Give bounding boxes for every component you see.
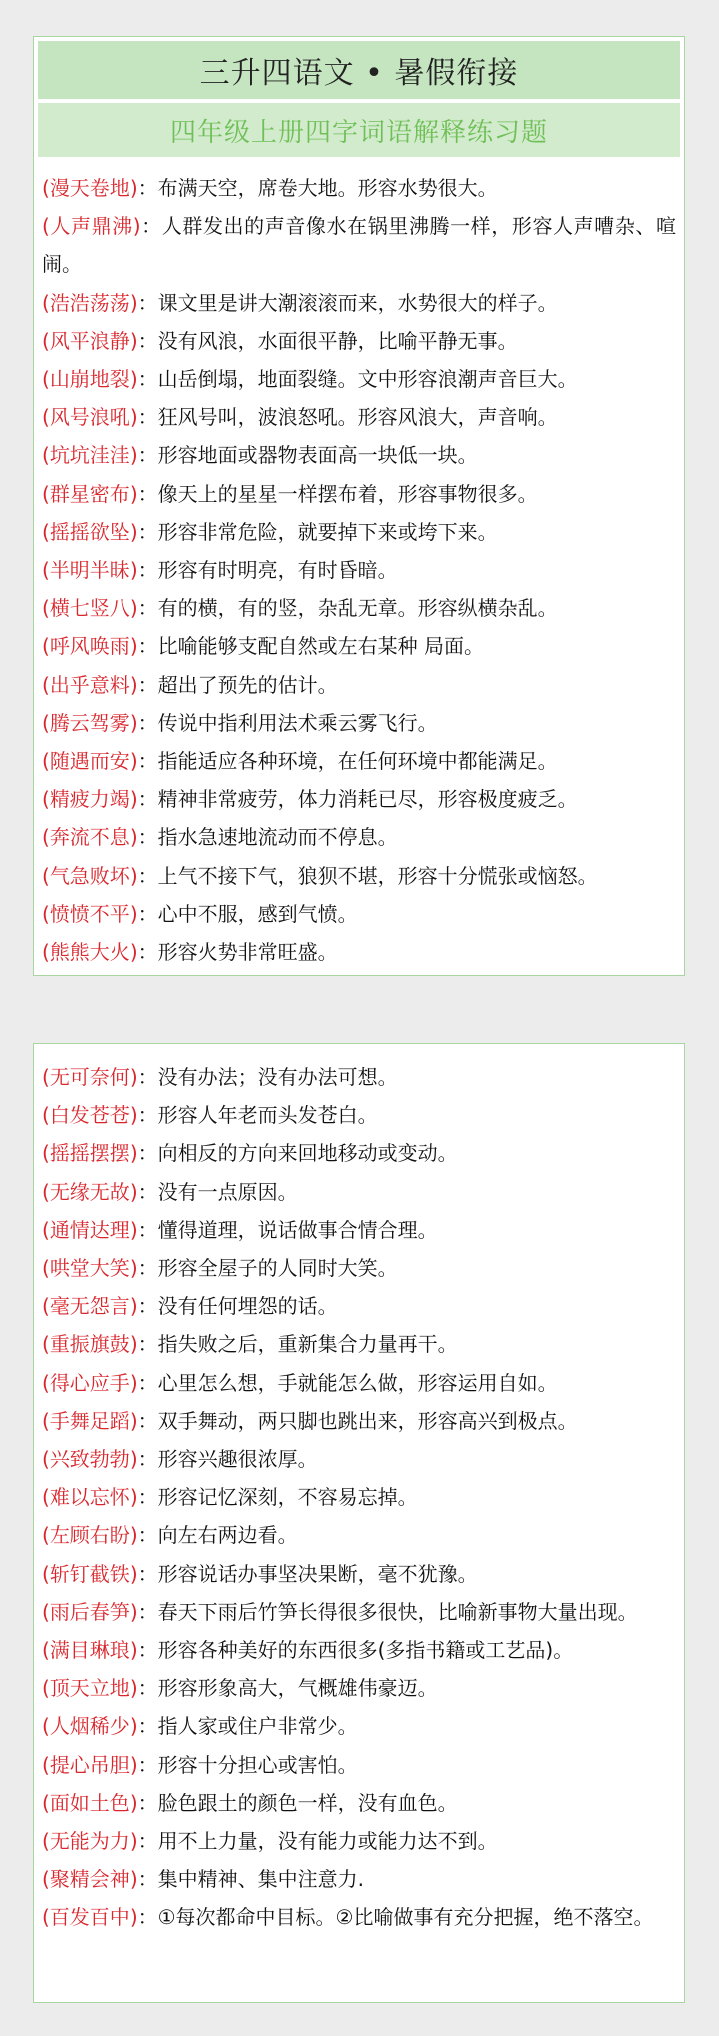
vocab-term: 浩浩荡荡 (49, 290, 130, 315)
open-paren: ( (42, 749, 50, 774)
close-paren: ) (129, 634, 138, 659)
vocabulary-panel-2 (33, 1043, 685, 2003)
open-paren: ( (42, 901, 50, 926)
open-paren: ( (42, 1599, 50, 1624)
open-paren: ( (42, 328, 50, 353)
close-paren: ) (129, 710, 138, 735)
colon: ： (137, 749, 158, 774)
vocab-entry (42, 1669, 676, 1707)
colon: ： (137, 1676, 158, 1701)
vocab-term: 愤愤不平 (49, 901, 130, 926)
colon: ： (137, 1332, 158, 1357)
vocab-definition: 双手舞动，两只脚也跳出来，形容高兴到极点。 (157, 1408, 578, 1433)
vocab-definition: 没有风浪，水面很平静，比喻平静无事。 (157, 328, 518, 353)
vocab-definition: 形容形象高大，气概雄伟豪迈。 (157, 1676, 438, 1701)
vocab-term: 人烟稀少 (49, 1714, 130, 1739)
vocab-entry (42, 207, 676, 283)
vocab-term: 无能为力 (49, 1829, 130, 1854)
close-paren: ) (129, 749, 138, 774)
vocab-entry (42, 1440, 676, 1478)
colon: ： (137, 1790, 158, 1815)
vocab-entry (42, 857, 676, 895)
vocab-term: 重振旗鼓 (49, 1332, 130, 1357)
colon: ： (137, 558, 158, 583)
vocab-term: 熊熊大火 (49, 940, 130, 965)
vocab-entry (42, 1325, 676, 1363)
close-paren: ) (129, 901, 138, 926)
vocab-definition: 春天下雨后竹笋长得很多很快，比喻新事物大量出现。 (157, 1599, 638, 1624)
close-paren: ) (129, 443, 138, 468)
vocab-definition: 狂风号叫，波浪怒吼。形容风浪大，声音响。 (157, 405, 558, 430)
open-paren: ( (42, 1217, 50, 1242)
close-paren: ) (129, 1561, 138, 1586)
close-paren: ) (129, 1179, 138, 1204)
colon: ： (137, 710, 158, 735)
vocab-term: 腾云驾雾 (49, 710, 130, 735)
close-paren: ) (129, 1141, 138, 1166)
vocab-term: 摇摇摆摆 (49, 1141, 130, 1166)
colon: ： (137, 1867, 158, 1892)
close-paren: ) (129, 1714, 138, 1739)
vocab-definition: 向左右两边看。 (157, 1523, 298, 1548)
close-paren: ) (132, 214, 141, 239)
vocab-term: 人声鼎沸 (49, 214, 133, 239)
vocab-definition: 形容人年老而头发苍白。 (157, 1103, 378, 1128)
entry-list-2 (34, 1044, 684, 1937)
open-paren: ( (42, 1561, 50, 1586)
vocab-definition: 形容十分担心或害怕。 (157, 1752, 358, 1777)
vocab-entry (42, 933, 676, 971)
open-paren: ( (42, 787, 50, 812)
vocab-entry (42, 704, 676, 742)
vocab-entry (42, 1134, 676, 1172)
open-paren: ( (42, 863, 50, 888)
close-paren: ) (129, 1752, 138, 1777)
close-paren: ) (129, 405, 138, 430)
vocab-entry (42, 589, 676, 627)
vocab-term: 聚精会神 (49, 1867, 130, 1892)
vocab-entry (42, 169, 676, 207)
vocab-term: 满目琳琅 (49, 1638, 130, 1663)
vocab-term: 随遇而安 (49, 749, 130, 774)
vocab-entry (42, 551, 676, 589)
close-paren: ) (129, 176, 138, 200)
vocab-definition: 有的横，有的竖，杂乱无章。形容纵横杂乱。 (157, 596, 558, 621)
vocab-term: 群星密布 (49, 481, 130, 506)
vocab-term: 斩钉截铁 (49, 1561, 130, 1586)
close-paren: ) (129, 825, 138, 850)
close-paren: ) (129, 672, 138, 697)
colon: ： (137, 863, 158, 888)
vocab-definition: 像天上的星星一样摆布着，形容事物很多。 (157, 481, 538, 506)
close-paren: ) (129, 1829, 138, 1854)
vocab-term: 半明半昧 (49, 558, 130, 583)
vocab-definition: 向相反的方向来回地移动或变动。 (157, 1141, 458, 1166)
vocab-definition: 形容兴趣很浓厚。 (157, 1447, 318, 1472)
vocab-definition: 没有一点原因。 (157, 1179, 298, 1204)
colon: ： (137, 1103, 158, 1128)
colon: ： (137, 176, 158, 200)
open-paren: ( (42, 1905, 50, 1930)
vocab-definition: 集中精神、集中注意力. (157, 1867, 364, 1892)
vocab-term: 提心吊胆 (49, 1752, 130, 1777)
vocab-entry (42, 1555, 676, 1593)
vocab-term: 精疲力竭 (49, 787, 130, 812)
vocab-definition: 用不上力量，没有能力或能力达不到。 (157, 1829, 498, 1854)
open-paren: ( (42, 367, 50, 392)
colon: ： (137, 1370, 158, 1395)
colon: ： (137, 1829, 158, 1854)
vocab-definition: 指人家或住户非常少。 (157, 1714, 358, 1739)
close-paren: ) (129, 1103, 138, 1128)
open-paren: ( (42, 519, 50, 544)
vocab-definition: 比喻能够支配自然或左右某种 局面。 (157, 634, 484, 659)
vocab-definition: 布满天空，席卷大地。形容水势很大。 (157, 176, 498, 200)
colon: ： (137, 290, 158, 315)
vocab-term: 山崩地裂 (49, 367, 130, 392)
vocab-entry (42, 742, 676, 780)
open-paren: ( (42, 1638, 50, 1663)
vocab-term: 横七竖八 (49, 596, 130, 621)
vocab-term: 兴致勃勃 (49, 1447, 130, 1472)
vocab-entry (42, 1287, 676, 1325)
open-paren: ( (42, 1752, 50, 1777)
vocab-term: 手舞足蹈 (49, 1408, 130, 1433)
open-paren: ( (42, 1523, 50, 1548)
vocab-entry (42, 1364, 676, 1402)
vocab-entry (42, 666, 676, 704)
colon: ： (137, 940, 158, 965)
colon: ： (137, 1217, 158, 1242)
vocabulary-panel-1 (33, 36, 685, 976)
close-paren: ) (129, 1485, 138, 1510)
vocab-entry (42, 895, 676, 933)
open-paren: ( (42, 1829, 50, 1854)
close-paren: ) (129, 1523, 138, 1548)
vocab-entry (42, 398, 676, 436)
vocab-entry (42, 1173, 676, 1211)
vocab-entry (42, 1784, 676, 1822)
vocab-entry (42, 322, 676, 360)
colon: ： (137, 672, 158, 697)
close-paren: ) (129, 519, 138, 544)
vocab-entry (42, 1631, 676, 1669)
colon: ： (137, 1294, 158, 1319)
vocab-term: 雨后春笋 (49, 1599, 130, 1624)
colon: ： (137, 1638, 158, 1663)
close-paren: ) (129, 1599, 138, 1624)
vocab-definition: 指水急速地流动而不停息。 (157, 825, 398, 850)
close-paren: ) (129, 481, 138, 506)
open-paren: ( (42, 481, 50, 506)
vocab-term: 毫无怨言 (49, 1294, 130, 1319)
vocab-entry (42, 1746, 676, 1784)
vocab-definition: 课文里是讲大潮滚滚而来，水势很大的样子。 (157, 290, 558, 315)
open-paren: ( (42, 940, 50, 965)
vocab-term: 哄堂大笑 (49, 1256, 130, 1281)
page-subtitle: 四年级上册四字词语解释练习题 (38, 103, 680, 157)
vocab-definition: 心里怎么想，手就能怎么做，形容运用自如。 (157, 1370, 558, 1395)
open-paren: ( (42, 1103, 50, 1128)
close-paren: ) (129, 1294, 138, 1319)
close-paren: ) (129, 1867, 138, 1892)
colon: ： (137, 825, 158, 850)
colon: ： (137, 481, 158, 506)
vocab-entry (42, 475, 676, 513)
open-paren: ( (42, 1676, 50, 1701)
vocab-entry (42, 1707, 676, 1745)
vocab-definition: 懂得道理，说话做事合情合理。 (157, 1217, 438, 1242)
colon: ： (137, 1179, 158, 1204)
close-paren: ) (129, 1447, 138, 1472)
vocab-entry (42, 436, 676, 474)
vocab-term: 左顾右盼 (49, 1523, 130, 1548)
vocab-definition: 山岳倒塌，地面裂缝。文中形容浪潮声音巨大。 (157, 367, 578, 392)
colon: ： (137, 1256, 158, 1281)
colon: ： (137, 1905, 158, 1930)
colon: ： (137, 1599, 158, 1624)
vocab-definition: 心中不服，感到气愤。 (157, 901, 358, 926)
open-paren: ( (42, 405, 50, 430)
colon: ： (137, 1065, 158, 1089)
open-paren: ( (42, 558, 50, 583)
open-paren: ( (42, 1408, 50, 1433)
colon: ： (137, 1408, 158, 1433)
open-paren: ( (42, 710, 50, 735)
vocab-term: 白发苍苍 (49, 1103, 130, 1128)
vocab-definition: 形容全屋子的人同时大笑。 (157, 1256, 398, 1281)
vocab-entry (42, 1058, 676, 1096)
open-paren: ( (42, 1867, 50, 1892)
vocab-term: 百发百中 (49, 1905, 130, 1930)
open-paren: ( (42, 290, 50, 315)
vocab-entry (42, 1516, 676, 1554)
vocab-definition: 超出了预先的估计。 (157, 672, 338, 697)
open-paren: ( (42, 1790, 50, 1815)
colon: ： (137, 328, 158, 353)
open-paren: ( (42, 1714, 50, 1739)
open-paren: ( (42, 634, 50, 659)
vocab-definition: 形容有时明亮，有时昏暗。 (157, 558, 398, 583)
colon: ： (137, 901, 158, 926)
colon: ： (137, 787, 158, 812)
vocab-definition: 上气不接下气，狼狈不堪，形容十分慌张或恼怒。 (157, 863, 598, 888)
close-paren: ) (129, 367, 138, 392)
vocab-term: 难以忘怀 (49, 1485, 130, 1510)
vocab-entry (42, 780, 676, 818)
vocab-entry (42, 1478, 676, 1516)
close-paren: ) (129, 1370, 138, 1395)
open-paren: ( (42, 1294, 50, 1319)
vocab-entry (42, 1593, 676, 1631)
close-paren: ) (129, 1332, 138, 1357)
colon: ： (137, 1141, 158, 1166)
open-paren: ( (42, 672, 50, 697)
open-paren: ( (42, 1332, 50, 1357)
close-paren: ) (129, 558, 138, 583)
colon: ： (137, 634, 158, 659)
vocab-definition: 没有任何埋怨的话。 (157, 1294, 338, 1319)
vocab-term: 奔流不息 (49, 825, 130, 850)
close-paren: ) (129, 1065, 138, 1089)
close-paren: ) (129, 328, 138, 353)
colon: ： (137, 1523, 158, 1548)
vocab-term: 呼风唤雨 (49, 634, 130, 659)
vocab-term: 风号浪吼 (49, 405, 130, 430)
close-paren: ) (129, 1638, 138, 1663)
vocab-entry (42, 1402, 676, 1440)
colon: ： (137, 596, 158, 621)
open-paren: ( (42, 1485, 50, 1510)
vocab-entry (42, 1249, 676, 1287)
close-paren: ) (129, 1217, 138, 1242)
vocab-definition: 形容地面或器物表面高一块低一块。 (157, 443, 478, 468)
vocab-term: 顶天立地 (49, 1676, 130, 1701)
page-title: 三升四语文 • 暑假衔接 (38, 41, 680, 99)
vocab-entry (42, 513, 676, 551)
colon: ： (137, 1561, 158, 1586)
open-paren: ( (42, 1447, 50, 1472)
vocab-entry (42, 1860, 676, 1898)
open-paren: ( (42, 1065, 50, 1089)
vocab-definition: 形容火势非常旺盛。 (157, 940, 338, 965)
close-paren: ) (129, 787, 138, 812)
open-paren: ( (42, 176, 50, 200)
colon: ： (137, 1485, 158, 1510)
open-paren: ( (42, 1179, 50, 1204)
open-paren: ( (42, 214, 50, 239)
vocab-term: 得心应手 (49, 1370, 130, 1395)
close-paren: ) (129, 940, 138, 965)
vocab-entry (42, 1822, 676, 1860)
vocab-term: 无缘无故 (49, 1179, 130, 1204)
close-paren: ) (129, 1790, 138, 1815)
vocab-definition: 指能适应各种环境，在任何环境中都能满足。 (157, 749, 558, 774)
vocab-definition: 指失败之后，重新集合力量再干。 (157, 1332, 458, 1357)
vocab-definition: ①每次都命中目标。②比喻做事有充分把握，绝不落空。 (157, 1905, 654, 1930)
vocab-entry (42, 627, 676, 665)
close-paren: ) (129, 290, 138, 315)
colon: ： (137, 443, 158, 468)
vocab-entry (42, 818, 676, 856)
vocab-term: 面如土色 (49, 1790, 130, 1815)
colon: ： (137, 367, 158, 392)
open-paren: ( (42, 443, 50, 468)
vocab-term: 摇摇欲坠 (49, 519, 130, 544)
vocab-term: 风平浪静 (49, 328, 130, 353)
close-paren: ) (129, 596, 138, 621)
vocab-entry (42, 1096, 676, 1134)
vocab-definition: 没有办法；没有办法可想。 (157, 1065, 398, 1089)
close-paren: ) (129, 1256, 138, 1281)
close-paren: ) (129, 1408, 138, 1433)
vocab-definition: 脸色跟土的颜色一样，没有血色。 (157, 1790, 458, 1815)
vocab-term: 坑坑洼洼 (49, 443, 130, 468)
vocab-term: 无可奈何 (49, 1065, 130, 1089)
close-paren: ) (129, 1676, 138, 1701)
vocab-definition: 精神非常疲劳，体力消耗已尽，形容极度疲乏。 (157, 787, 578, 812)
close-paren: ) (129, 1905, 138, 1930)
vocab-definition: 形容非常危险，就要掉下来或垮下来。 (157, 519, 498, 544)
vocab-entry (42, 284, 676, 322)
vocab-term: 漫天卷地 (49, 176, 130, 200)
open-paren: ( (42, 825, 50, 850)
vocab-term: 气急败坏 (49, 863, 130, 888)
open-paren: ( (42, 1256, 50, 1281)
vocab-definition: 形容各种美好的东西很多(多指书籍或工艺品)。 (157, 1638, 574, 1663)
entry-list-1 (34, 157, 684, 971)
colon: ： (137, 405, 158, 430)
vocab-entry (42, 1898, 676, 1936)
open-paren: ( (42, 1141, 50, 1166)
vocab-definition: 传说中指利用法术乘云雾飞行。 (157, 710, 438, 735)
colon: ： (137, 519, 158, 544)
vocab-definition: 形容说话办事坚决果断，毫不犹豫。 (157, 1561, 478, 1586)
colon: ： (140, 214, 162, 239)
vocab-definition: 形容记忆深刻，不容易忘掉。 (157, 1485, 418, 1510)
vocab-term: 出乎意料 (49, 672, 130, 697)
colon: ： (137, 1752, 158, 1777)
colon: ： (137, 1714, 158, 1739)
vocab-entry (42, 360, 676, 398)
vocab-definition: 人群发出的声音像水在锅里沸腾一样，形容人声嘈杂、喧闹。 (42, 214, 677, 277)
vocab-term: 通情达理 (49, 1217, 130, 1242)
colon: ： (137, 1447, 158, 1472)
open-paren: ( (42, 596, 50, 621)
vocab-entry (42, 1211, 676, 1249)
open-paren: ( (42, 1370, 50, 1395)
close-paren: ) (129, 863, 138, 888)
